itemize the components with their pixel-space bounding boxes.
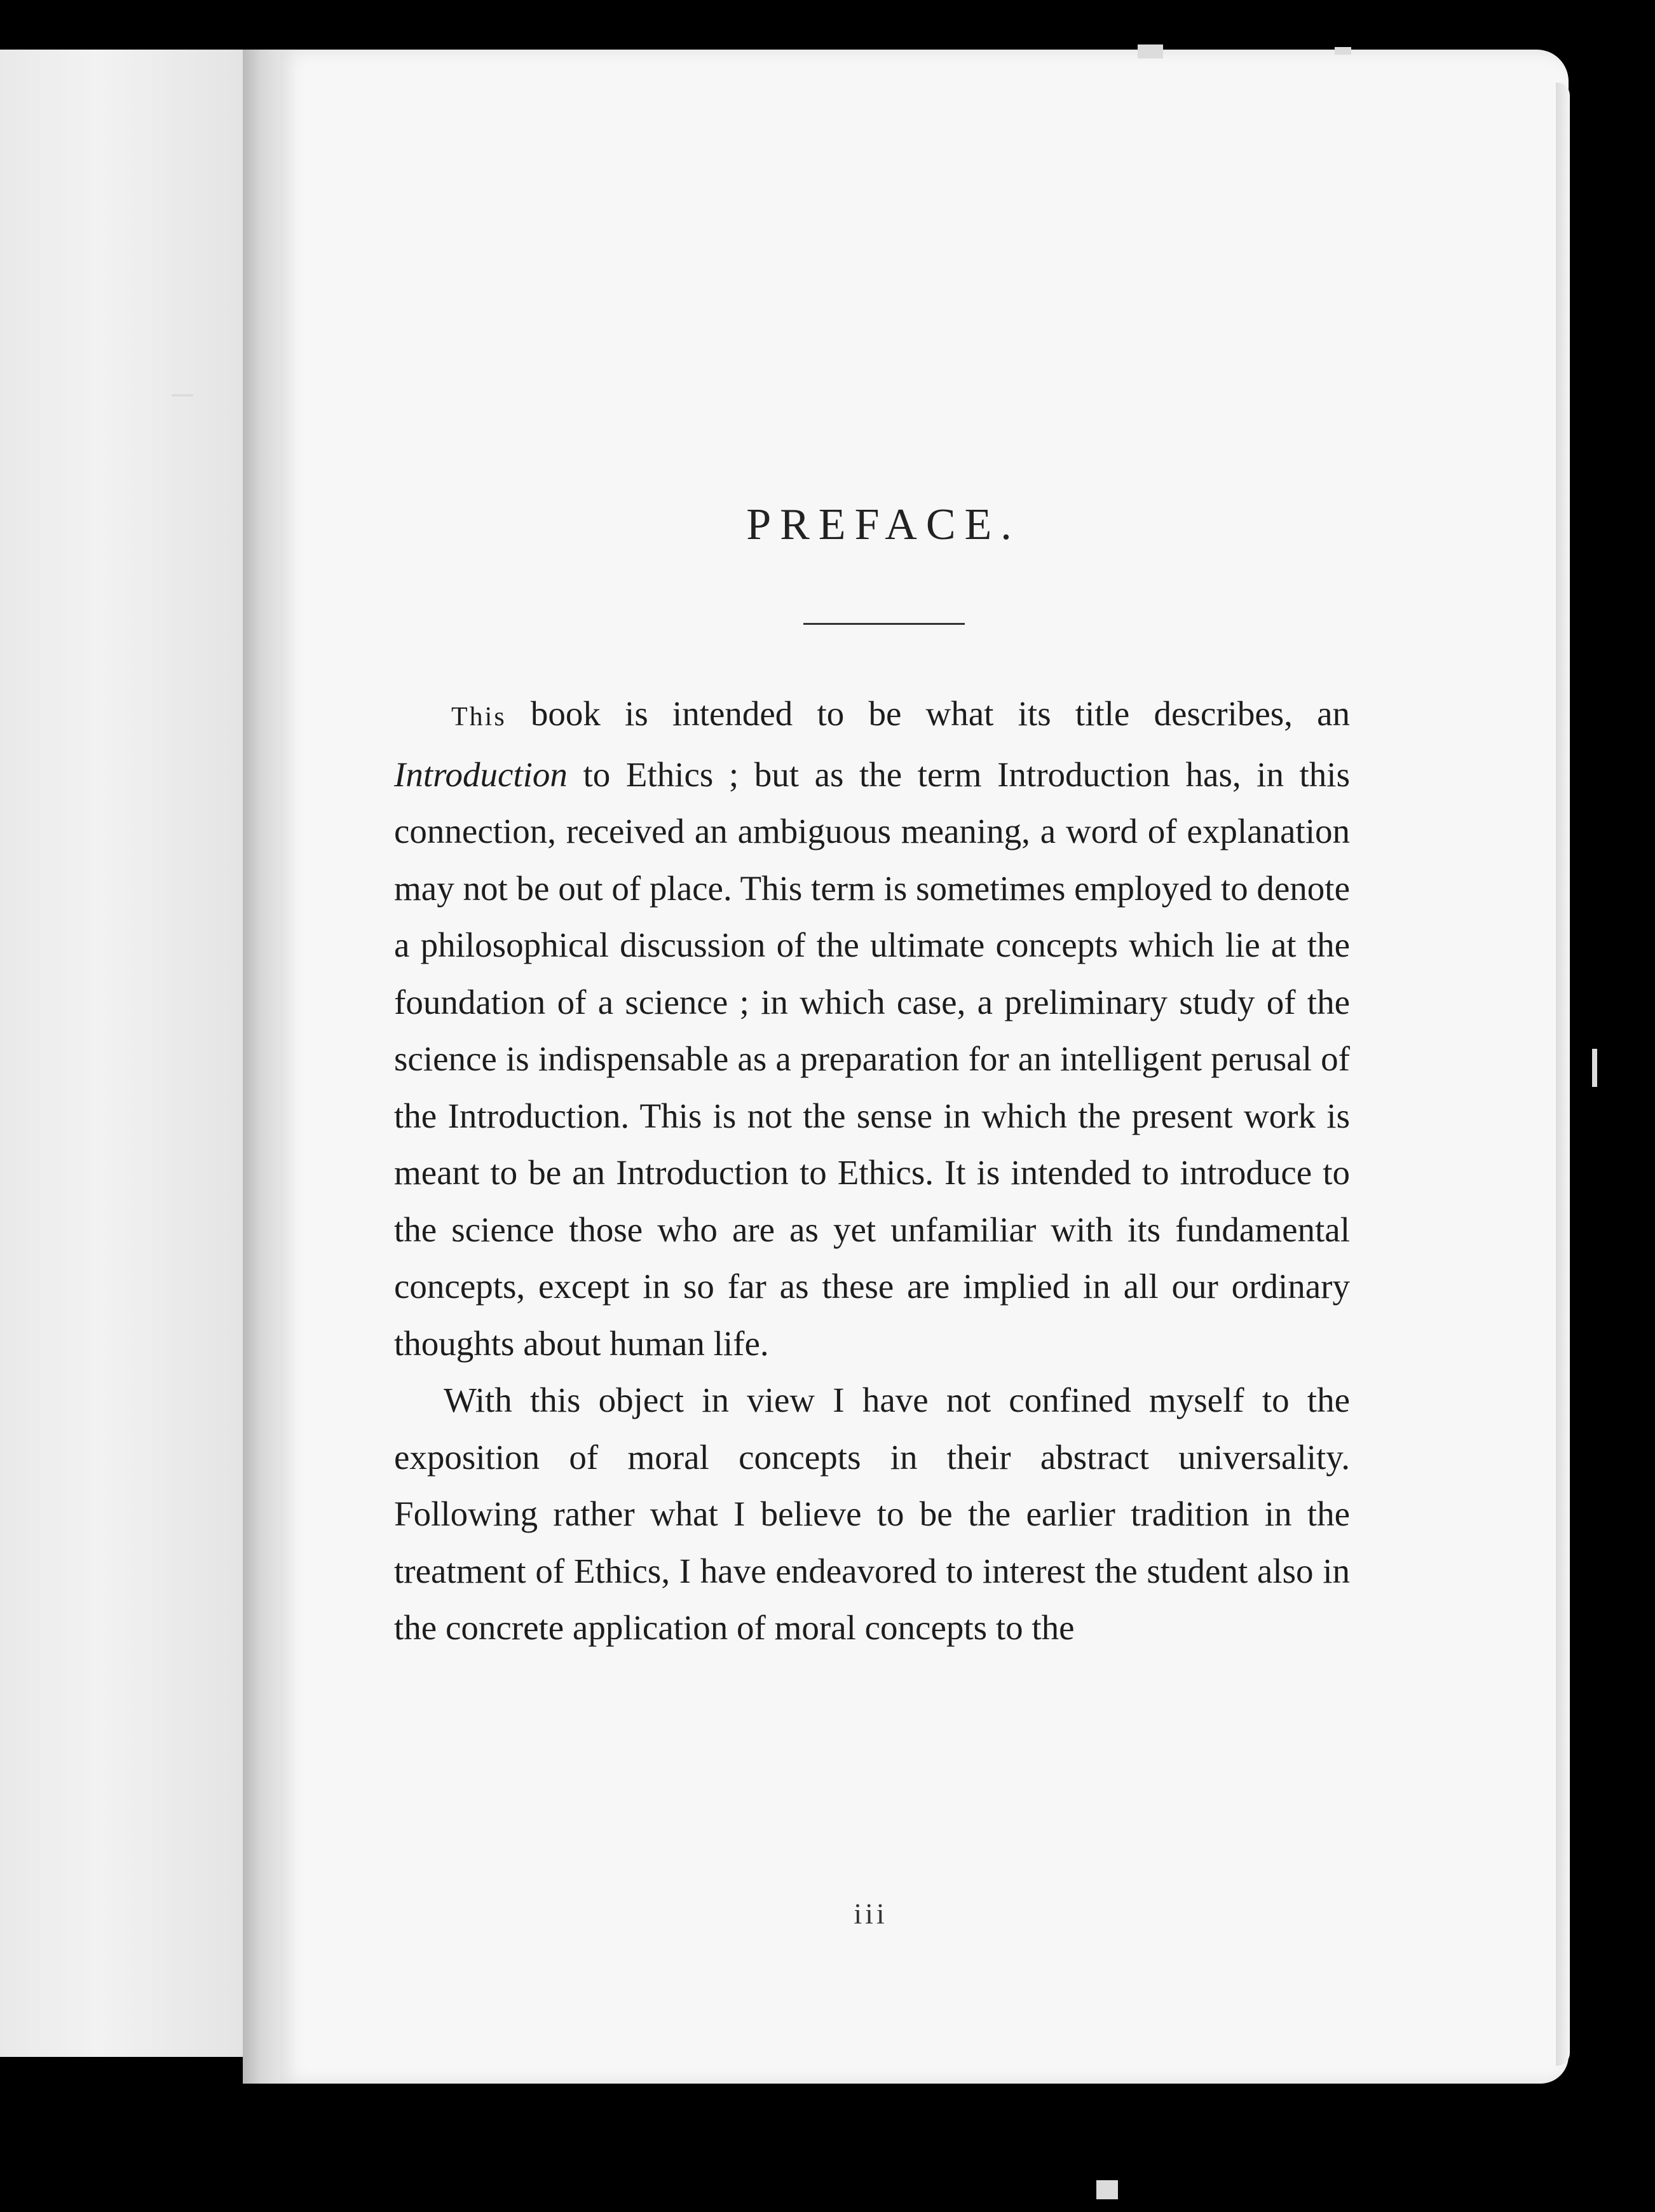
preface-body [394, 685, 1350, 1656]
title-rule [803, 623, 965, 625]
paragraph-1-text-b: to Ethics ; but as the term Introduction has, in this connection, received an ambiguous meaning, a word of explanation may not be out of place. This term is sometimes employed to denote a philosophical discussion of the ultimate concepts which lie at the foundation of a science ; in which case, a preliminary study of the science is indispensable as a preparation for an intelligent perusal of the Introduction. This is not the sense in which the present work is meant to be an Introduction to Ethics. It is intended to introduce to the science those who are as yet unfamiliar with its fundamental concepts, except in so far as these are implied in all our ordinary thoughts about human life. [394, 754, 1350, 1363]
scan-speck [1096, 2180, 1118, 2199]
previous-page-leaf [0, 50, 243, 2057]
page-number: iii [854, 1897, 888, 1930]
page-title: PREFACE. [746, 500, 1021, 549]
page-edge [1556, 83, 1570, 2066]
paragraph-1 [394, 685, 1350, 1372]
scan-speck [1592, 1049, 1597, 1087]
scan-speck [1138, 44, 1163, 58]
paragraph-1-italic: Introduction [394, 754, 568, 794]
scan-speck [1335, 47, 1351, 55]
paragraph-2: With this object in view I have not confined myself to the exposition of moral concepts in their abstract universality. Following rather what I believe to be the earlier tradition in the treatment of Ethics, I have endeavored to interest the student also in the concrete application of moral concepts to the [394, 1381, 1350, 1647]
small-caps-lead: This [451, 702, 507, 732]
scan-speck [172, 394, 193, 397]
paragraph-1-text-a: book is intended to be what its title describes, an [506, 694, 1350, 733]
